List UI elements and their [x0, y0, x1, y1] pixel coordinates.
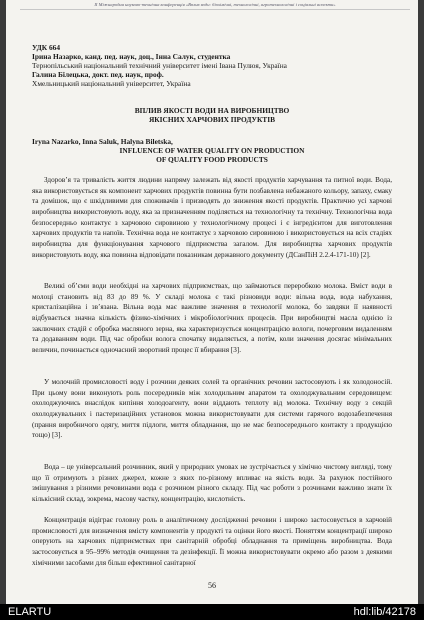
- title-ua-line-1: ВПЛИВ ЯКОСТІ ВОДИ НА ВИРОБНИЦТВО: [134, 106, 290, 115]
- authors-en: Iryna Nazarko, Inna Saluk, Halyna Biletska,: [32, 137, 173, 146]
- title-en-line-2: OF QUALITY FOOD PRODUCTS: [156, 155, 268, 164]
- affiliation-2: Хмельницький національний університет, Україна: [32, 79, 191, 88]
- udc-code: УДК 664: [32, 43, 61, 52]
- running-header: II Міжнародна науково-технічна конференція «Вплив води: біохімічні, технологічні, агротехнологічні і соціальні аспекти»: [20, 2, 410, 10]
- handle-id: hdl:lib/42178: [353, 606, 416, 618]
- paragraph-4: Вода – це універсальний розчинник, який у природних умовах не зустрічається у хімічно чистому вигляді, тому що її отримують з різних джерел, кожне з яких по-різному впливає на якість води. За рахунок постійного змішування з різними речовинами вода є розчином різного складу. Під час роботи з розчинами важливо знати їх кількісний склад, зокрема, масову частку, концентрацію, кислотність.: [32, 463, 392, 503]
- repository-footer: [0, 604, 424, 620]
- paragraph-3: У молочній промисловості воду і розчини деяких солей та органічних речовин застосовують і як холодоносій. При цьому вони виконують роль посередників між холодильним апаратом та охолоджувальним середовищем: охолоджуючись внаслідок кипіння холодоагенту, вони віддають теплоту від молока. Технічну воду з секцій охолоджувальних і пастеризаційних установок можна використовувати для системи гарячого водозабезпечення (прання виробничого одягу, миття підлоги, миття обладнання, що не має безпосереднього контакту з продукцією тощо) [3].: [32, 378, 392, 440]
- affiliation-1: Тернопільський національний технічний університет імені Івана Пулюя, Україна: [32, 61, 287, 70]
- paragraph-2: Великі об’єми води необхідні на харчових підприємствах, що займаються переробкою молока. Вміст води в молоці становить від 83 до 89 %. У складі молока є такі різновиди води: вільна вода, вода набухання, кристалізаційна і зв’язана. Вільна вода має важливе значення в технології молока, бо завдяки її наявності відбувається значна кількість фізико-хімічних і мікробіологічних процесів. При виробництві масла однією із заключних стадій є обробка масляного зерна, яка характеризується концентрацією вологи, почерговим видаленням та додаванням води. Під час обробки волога спочатку видаляється, а потім, коли значення досягає мінімальних величин, починається одночасний зворотний процес її вбирання [3].: [32, 282, 392, 354]
- paragraph-5: Концентрація відіграє головну роль в аналітичному дослідженні речовин і широко застосовується в харчовій промисловості для визначення вмісту компонентів у продукті та оцінки його якості. Поняттям концентрації широко оперують на харчових підприємствах при санітарній обробці обладнання та приміщень виробництва. Вода застосовується в 95–99% методів очищення та дезінфекції. Її можна використовувати окремо або разом з деякими хімічними засобами для більш ефективної санітарної: [32, 516, 392, 567]
- paragraph-1: Здоров’я та тривалість життя людини напряму залежать від якості продуктів харчування та питної води. Вода, яка використовується як компонент харчових продуктів повинна бути позбавлена небажаного кольору, запаху, смаку та домішок, що є шкідливими для споживачів і призводять до зниження якості продуктів. Практично усі харчові виробництва використовують воду, яка за призначенням поділяється на технологічну та технічну. Технологічна вода безпосередньо контактує з харчовою сировиною у технологічному процесі і є інгредієнтом для виготовлення харчових продуктів та напоїв. Технічна вода не контактує з харчовою сировиною і використовується на всіх стадіях виробництва для функціонування харчового підприємства загалом. Для виробництва харчових продуктів використовують воду, яка повинна відповідати показникам державного документу (ДСанПіН 2.2.4-171-10) [2].: [32, 176, 392, 259]
- author-line-1: Ірина Назарко, канд. пед. наук, доц., Інна Салук, студентка: [32, 52, 231, 61]
- title-en-line-1: INFLUENCE OF WATER QUALITY ON PRODUCTION: [119, 146, 305, 155]
- title-ua-line-2: ЯКІСНИХ ХАРЧОВИХ ПРОДУКТІВ: [148, 115, 276, 124]
- page-number: 56: [208, 581, 216, 590]
- document-page: [6, 0, 418, 604]
- author-line-2: Галина Білецька, докт. пед. наук, проф.: [32, 70, 164, 79]
- repository-label: ELARTU: [8, 606, 52, 618]
